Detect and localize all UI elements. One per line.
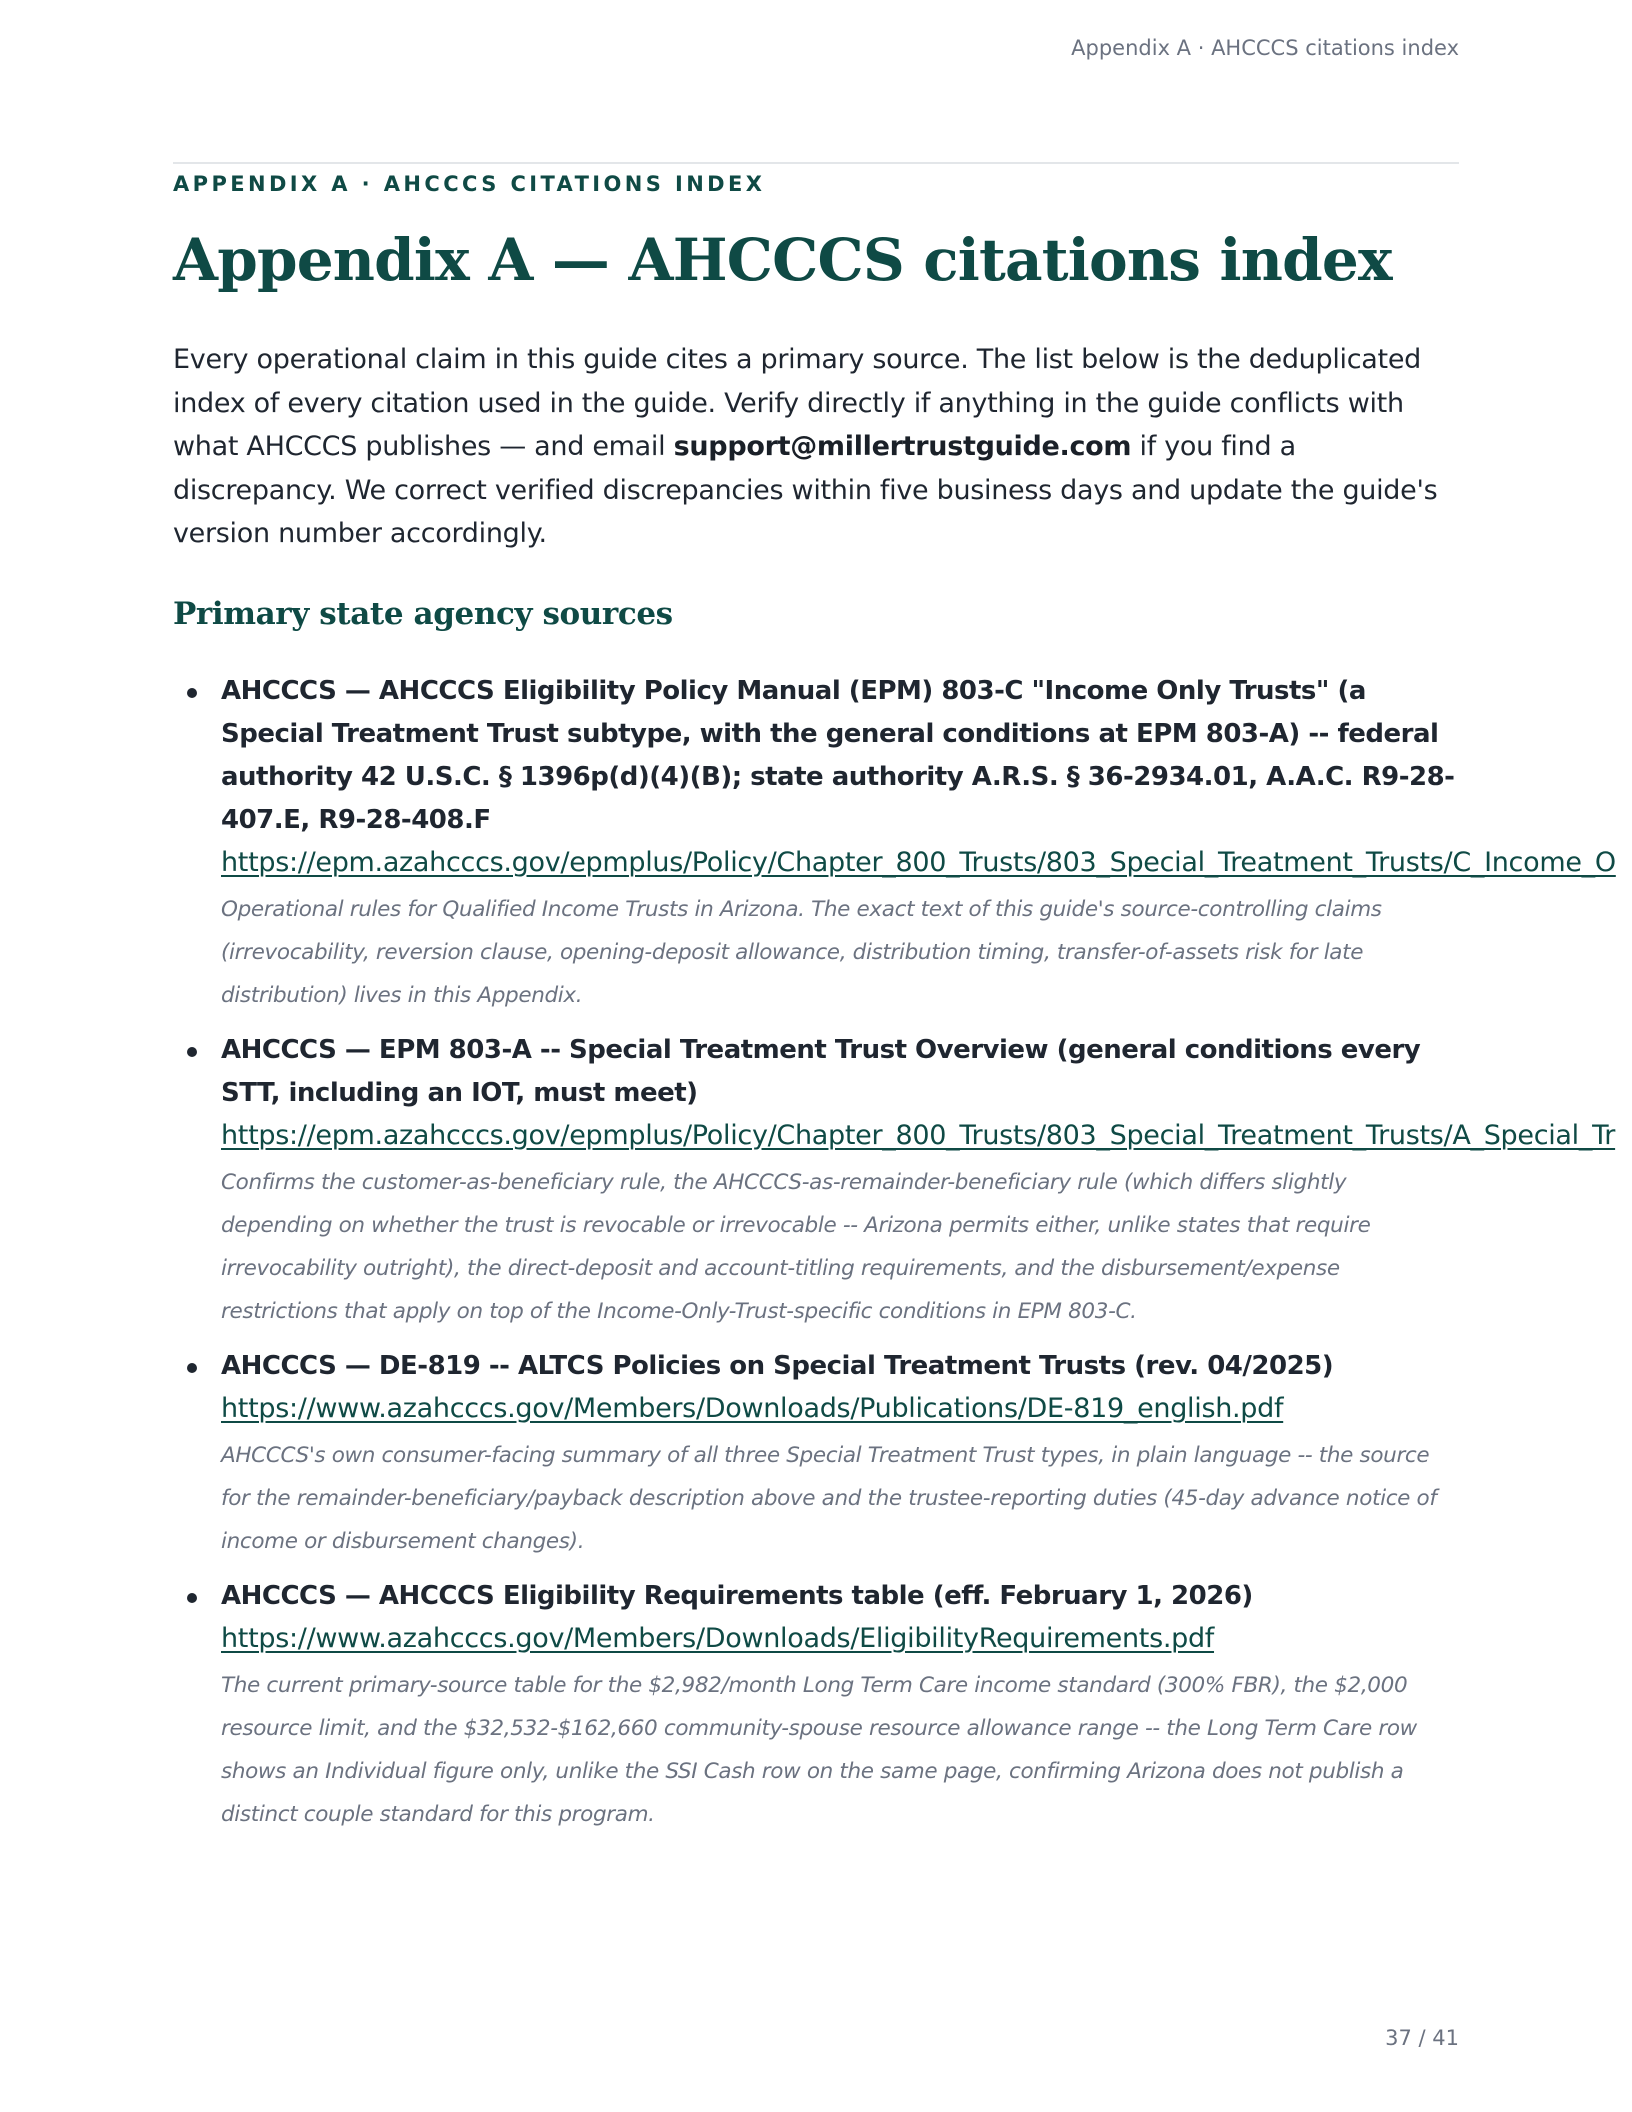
source-link[interactable]: https://epm.azahcccs.gov/epmplus/Policy/Chapter_800_Trusts/803_Special_Treatment_Trusts/C_Income_O bbox=[221, 846, 1616, 878]
intro-paragraph bbox=[173, 338, 1459, 556]
source-link[interactable]: https://epm.azahcccs.gov/epmplus/Policy/Chapter_800_Trusts/803_Special_Treatment_Trusts/A_Special_Tr bbox=[221, 1119, 1616, 1151]
source-list bbox=[173, 670, 1616, 1836]
eyebrow-label: APPENDIX A · AHCCCS CITATIONS INDEX bbox=[173, 172, 766, 196]
source-title: AHCCCS — DE-819 -- ALTCS Policies on Special Treatment Trusts (rev. 04/2025) bbox=[221, 1350, 1334, 1381]
support-email: support@millertrustguide.com bbox=[673, 431, 1132, 462]
source-note: The current primary-source table for the $2,982/month Long Term Care income standard (300% FBR), the $2,000 resource limit, and the $32,532-$162,660 community-spouse resource allowance range -- the Long Term Care row shows an Individual figure only, unlike the SSI Cash row on the same page, confirming Arizona does not publish a distinct couple standard for this program. bbox=[221, 1672, 1417, 1827]
source-note: Confirms the customer-as-beneficiary rule, the AHCCCS-as-remainder-beneficiary rule (which differs slightly depending on whether the trust is revocable or irrevocable -- Arizona permits either, unlike states that require irrevocability outright), the direct-deposit and account-titling requirements, and the disbursement/expense restrictions that apply on top of the Income-Only-Trust-specific conditions in EPM 803-C. bbox=[221, 1169, 1371, 1324]
running-header: Appendix A · AHCCCS citations index bbox=[1071, 36, 1459, 60]
source-item bbox=[173, 670, 1616, 1017]
source-item bbox=[173, 1029, 1616, 1333]
section-heading: Primary state agency sources bbox=[173, 595, 673, 632]
source-link[interactable]: https://www.azahcccs.gov/Members/Downloads/Publications/DE-819_english.pdf bbox=[221, 1392, 1284, 1424]
source-note: AHCCCS's own consumer-facing summary of all three Special Treatment Trust types, in plain language -- the source for the remainder-beneficiary/payback description above and the trustee-reporting duties (45-day advance notice of income or disbursement changes). bbox=[221, 1442, 1437, 1554]
source-link[interactable]: https://www.azahcccs.gov/Members/Downloads/EligibilityRequirements.pdf bbox=[221, 1622, 1215, 1654]
source-title: AHCCCS — AHCCCS Eligibility Requirements table (eff. February 1, 2026) bbox=[221, 1580, 1253, 1611]
source-item bbox=[173, 1345, 1459, 1563]
bullet-icon bbox=[187, 1047, 197, 1057]
source-title: AHCCCS — EPM 803-A -- Special Treatment Trust Overview (general conditions every STT, including an IOT, must meet) bbox=[221, 1034, 1421, 1108]
bullet-icon bbox=[187, 1363, 197, 1373]
header-divider bbox=[173, 162, 1459, 164]
bullet-icon bbox=[187, 1593, 197, 1603]
bullet-icon bbox=[187, 688, 197, 698]
document-body bbox=[173, 162, 1616, 1848]
source-note: Operational rules for Qualified Income Trusts in Arizona. The exact text of this guide's source-controlling claims (irrevocability, reversion clause, opening-deposit allowance, distribution timing, transfer-of-assets risk for late distribution) lives in this Appendix. bbox=[221, 896, 1382, 1008]
intro-text-after: if you find a discrepancy. We correct verified discrepancies within five business days and update the guide's version number accordingly. bbox=[173, 431, 1438, 549]
source-item bbox=[173, 1575, 1459, 1836]
intro-text-before: Every operational claim in this guide cites a primary source. The list below is the deduplicated index of every citation used in the guide. Verify directly if anything in the guide conflicts with what AHCCCS publishes — and email bbox=[173, 344, 1421, 462]
source-title: AHCCCS — AHCCCS Eligibility Policy Manual (EPM) 803-C "Income Only Trusts" (a Special Treatment Trust subtype, with the general conditions at EPM 803-A) -- federal authority 42 U.S.C. § 1396p(d)(4)(B); state authority A.R.S. § 36-2934.01, A.A.C. R9-28-407.E, R9-28-408.F bbox=[221, 675, 1455, 835]
page-number: 37 / 41 bbox=[1385, 2026, 1459, 2050]
page-title: Appendix A — AHCCCS citations index bbox=[173, 226, 1392, 294]
